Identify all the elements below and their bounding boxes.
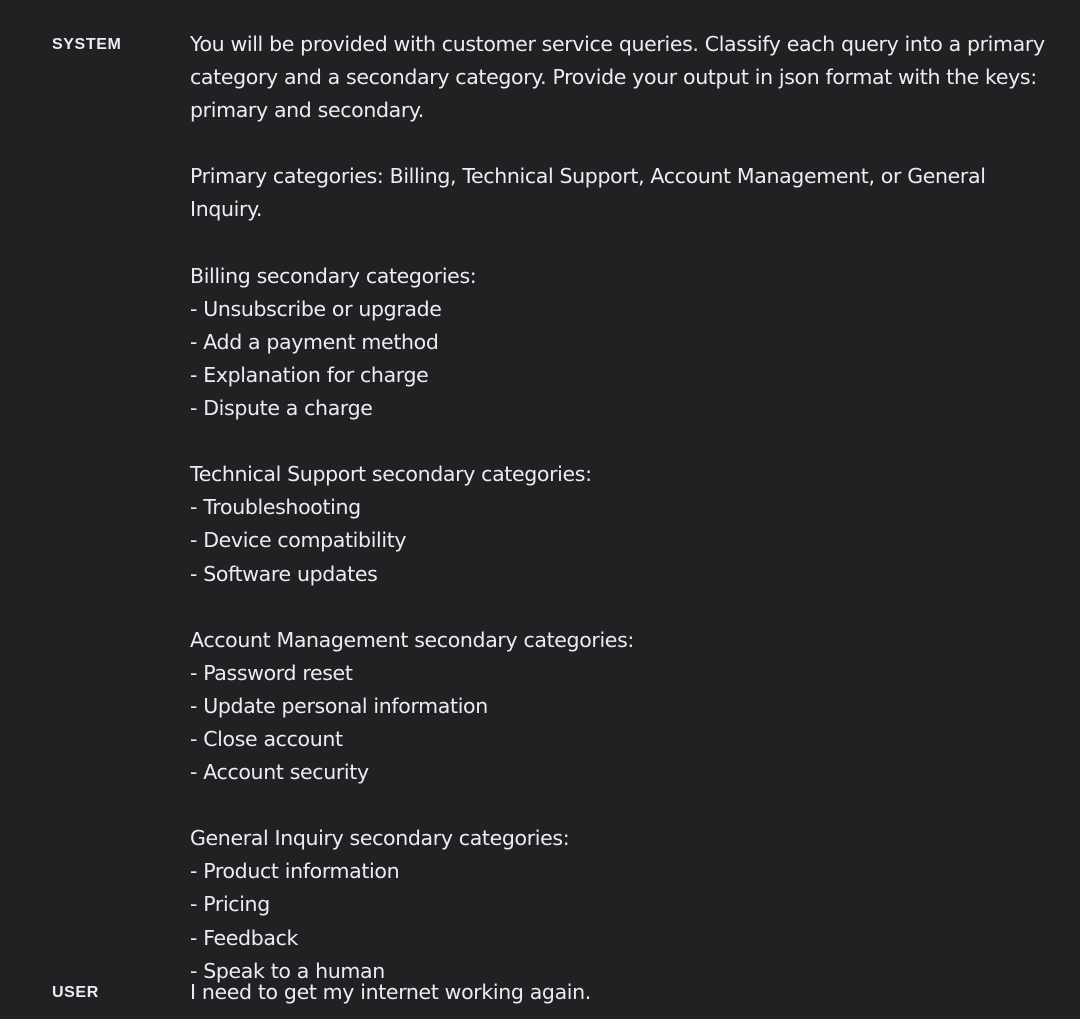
user-role-label: USER bbox=[52, 984, 99, 1001]
user-message-content[interactable]: I need to get my internet working again. bbox=[190, 980, 591, 1004]
system-role-label: SYSTEM bbox=[52, 36, 122, 53]
system-message-content[interactable]: You will be provided with customer service queries. Classify each query into a primary category and a secondary category. Provide your output in json format with the keys: primary and secondary. Primary categories: Billing, Technical Support, Account Management, or General Inquiry. Billing secondary categories: - Unsubscribe or upgrade - Add a payment method - Explanation for charge - Dispute a charge Technical Support secondary categories: - Troubleshooting - Device compatibility - Software updates Account Management secondary categories: - Password reset - Update personal information - Close account - Account security General Inquiry secondary categories: - Product information - Pricing - Feedback - Speak to a human bbox=[190, 32, 1045, 983]
